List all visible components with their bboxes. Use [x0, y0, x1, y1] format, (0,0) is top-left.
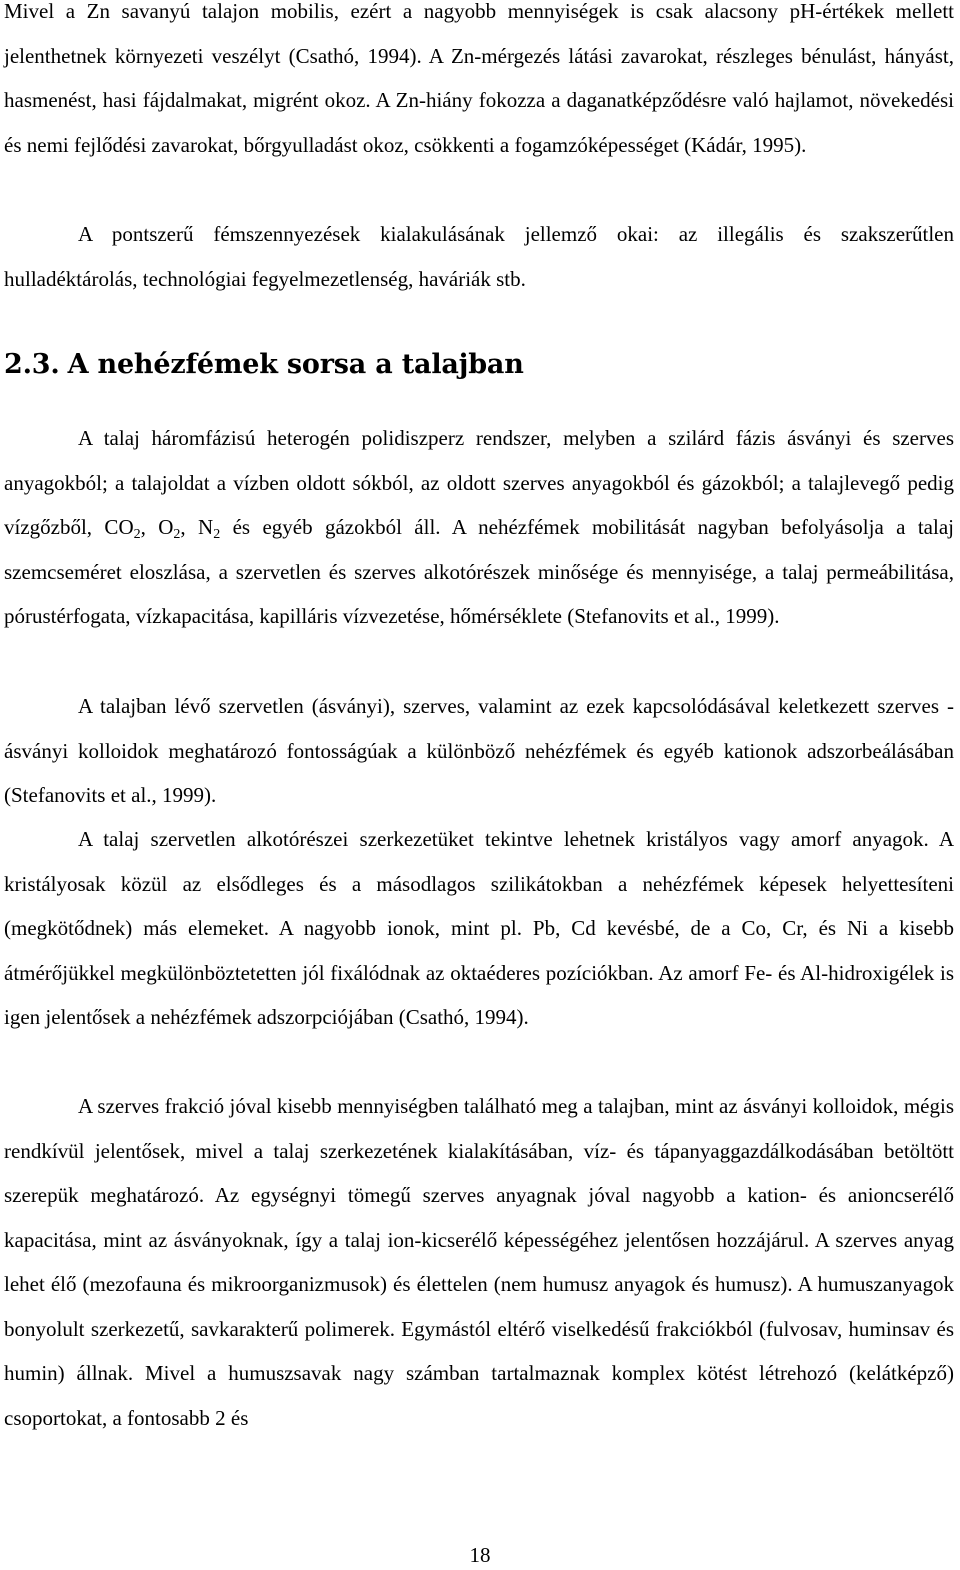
paragraph-soil-phases: [4, 416, 954, 639]
soil-phases-text-part-4: és egyéb gázokból áll. A nehézfémek mobilitását nagyban befolyásolja a talaj szemcseméret eloszlása, a szervetlen és szerves alkotórészek minősége és mennyisége, a talaj permeábilitása, pórustérfogata, vízkapacitása, kapilláris vízvezetése, hőmérséklete (Stefanovits et al., 1999).: [4, 515, 954, 628]
soil-phases-text-part-1: A talaj háromfázisú heterogén polidiszperz rendszer, melyben a szilárd fázis ásványi és szerves anyagokból; a talajoldat a vízben oldott sókból, az oldott szerves anyagokból és gázokból; a talajlevegő pedig vízgőzből, CO: [4, 426, 954, 539]
paragraph-organic-fraction: A szerves frakció jóval kisebb mennyiségben található meg a talajban, mint az ásványi kolloidok, mégis rendkívül jelentősek, mivel a talaj szerkezetének kialakításában, víz- és tápanyaggazdálkodásában betöltött szerepük meghatározó. Az egységnyi tömegű szerves anyagnak jóval nagyobb a kation- és anioncserélő kapacitása, mint az ásványoknak, így a talaj ion-kicserélő képességéhez jelentősen hozzájárul. A szerves anyag lehet élő (mezofauna és mikroorganizmusok) és élettelen (nem humusz anyagok és humusz). A humuszanyagok bonyolult szerkezetű, savkarakterű polimerek. Egymástól eltérő viselkedésű frakciókból (fulvosav, huminsav és humin) állnak. Mivel a humuszsavak nagy számban tartalmaznak komplex kötést létrehozó (kelátképző) csoportokat, a fontosabb 2 és: [4, 1094, 954, 1430]
section-title: A nehézfémek sorsa a talajban: [67, 349, 524, 380]
section-number: 2.3.: [4, 349, 60, 380]
subscript-co2: 2: [133, 527, 141, 542]
section-heading: [4, 340, 524, 390]
paragraph-point-pollution: A pontszerű fémszennyezések kialakulásának jellemző okai: az illegális és szakszerűtlen hulladéktárolás, technológiai fegyelmezetlenség, haváriák stb.: [4, 222, 954, 291]
soil-phases-text-part-2: , O: [140, 515, 174, 539]
paragraph-zn-toxicity: Mivel a Zn savanyú talajon mobilis, ezért a nagyobb mennyiségek is csak alacsony pH-értékek mellett jelenthetnek környezeti veszélyt (Csathó, 1994). A Zn-mérgezés látási zavarokat, részleges bénulást, hányást, hasmenést, hasi fájdalmakat, migrént okoz. A Zn-hiány fokozza a daganatképződésre való hajlamot, növekedési és nemi fejlődési zavarokat, bőrgyulladást okoz, csökkenti a fogamzóképességet (Kádár, 1995).: [4, 0, 954, 157]
page-number: 18: [469, 1543, 491, 1567]
subscript-n2: 2: [213, 527, 221, 542]
paragraph-inorganic-components: A talaj szervetlen alkotórészei szerkezetüket tekintve lehetnek kristályos vagy amorf anyagok. A kristályosak közül az elsődleges és a másodlagos szilikátokban a nehézfémek képesek helyettesíteni (megkötődnek) más elemeket. A nagyobb ionok, mint pl. Pb, Cd kevésbé, de a Co, Cr, és Ni a kisebb átmérőjükkel megkülönböztetetten jól fixálódnak az oktaéderes pozíciókban. Az amorf Fe- és Al-hidroxigélek is igen jelentősek a nehézfémek adszorpciójában (Csathó, 1994).: [4, 827, 954, 1029]
soil-phases-text-part-3: , N: [180, 515, 214, 539]
paragraph-colloids: A talajban lévő szervetlen (ásványi), szerves, valamint az ezek kapcsolódásával keletkezett szerves - ásványi kolloidok meghatározó fontosságúak a különböző nehézfémek és egyéb kationok adszorbeálásában (Stefanovits et al., 1999).: [4, 694, 954, 807]
subscript-o2: 2: [173, 527, 181, 542]
